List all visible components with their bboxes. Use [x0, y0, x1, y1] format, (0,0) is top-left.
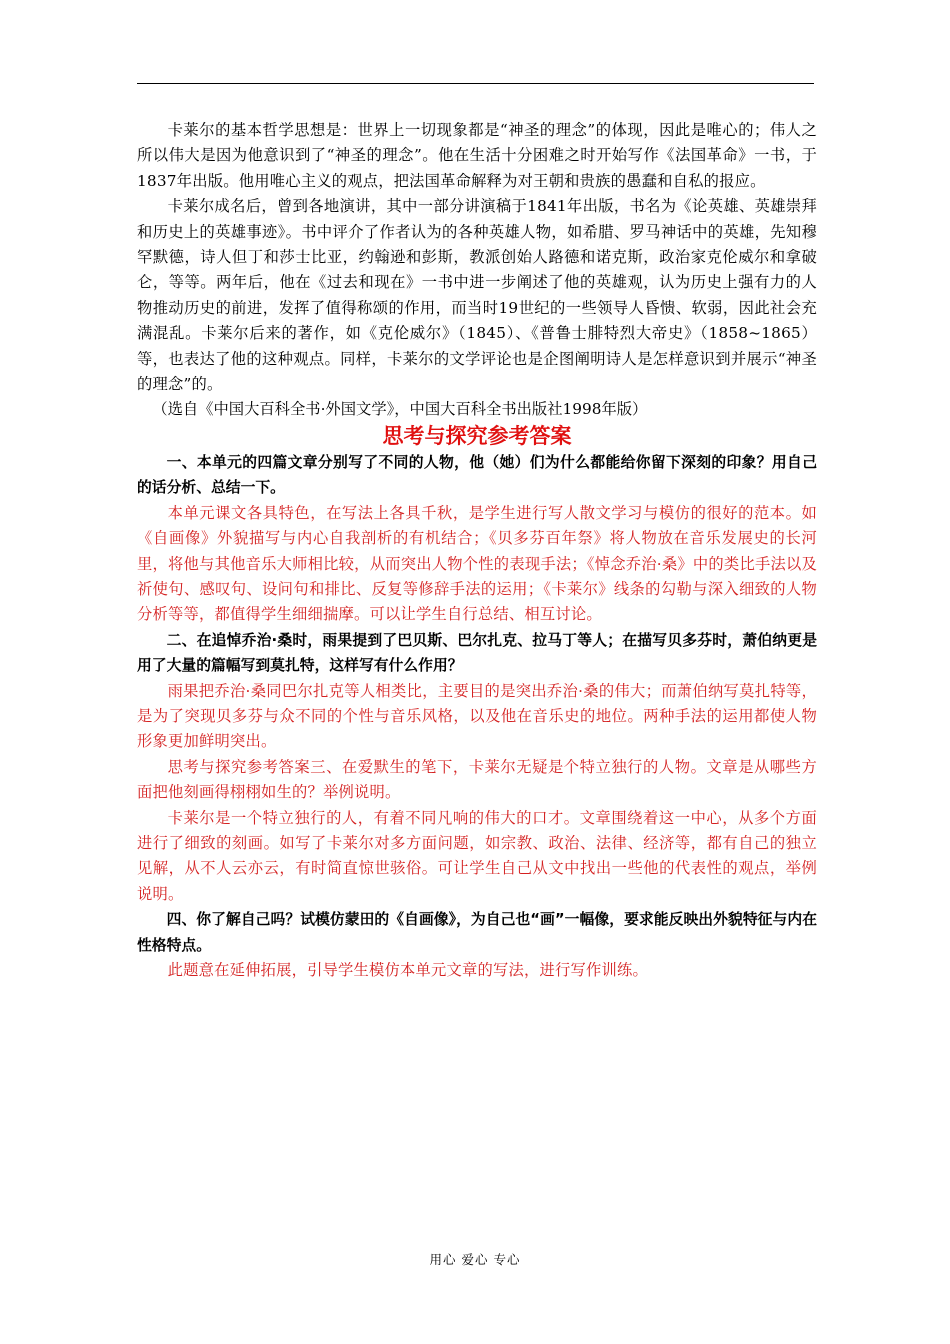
answer-3: 卡莱尔是一个特立独行的人，有着不同凡响的伟大的口才。文章围绕着这一中心，从多个方面进行了细致的刻画。如写了卡莱尔对多方面问题，如宗教、政治、法律、经济等，都有自己的独立见解，从不人云亦云，有时简直惊世骇俗。可让学生自己从文中找出一些他的代表性的观点，举例说明。 [137, 808, 817, 903]
answer-1: 本单元课文各具特色，在写法上各具千秋，是学生进行写人散文学习与模仿的很好的范本。如《自画像》外貌描写与内心自我剖析的有机结合；《贝多芬百年祭》将人物放在音乐发展史的长河里，将他与其他音乐大师相比较，从而突出人物个性的表现手法；《悼念乔治·桑》中的类比手法以及祈使句、感叹句、设问句和排比、反复等修辞手法的运用；《卡莱尔》线条的勾勒与深入细致的人物分析等等，都值得学生细细揣摩。可以让学生自行总结、相互讨论。 [137, 503, 817, 624]
section-title: 思考与探究参考答案 [382, 423, 572, 448]
question-2: 二、在追悼乔治·桑时，雨果提到了巴贝斯、巴尔扎克、拉马丁等人；在描写贝多芬时，萧伯纳更是用了大量的篇幅写到莫扎特，这样写有什么作用？ [137, 631, 817, 675]
article-paragraph-1: 卡莱尔的基本哲学思想是：世界上一切现象都是“神圣的理念”的体现，因此是唯心的；伟人之所以伟大是因为他意识到了“神圣的理念”。他在生活十分困难之时开始写作《法国革命》一书，于1837年出版。他用唯心主义的观点，把法国革命解释为对王朝和贵族的愚蠢和自私的报应。 [137, 121, 817, 190]
question-1: 一、本单元的四篇文章分别写了不同的人物，他（她）们为什么都能给你留下深刻的印象？用自己的话分析、总结一下。 [137, 453, 817, 497]
header-rule [137, 83, 814, 84]
question-4: 四、你了解自己吗？试模仿蒙田的《自画像》，为自己也“画”一幅像，要求能反映出外貌特征与内在性格特点。 [137, 911, 817, 954]
page-content [137, 118, 817, 983]
page-footer: 用心 爱心 专心 [429, 1252, 521, 1267]
answer-4: 此题意在延伸拓展，引导学生模仿本单元文章的写法，进行写作训练。 [167, 961, 648, 979]
answer-2: 雨果把乔治·桑同巴尔扎克等人相类比，主要目的是突出乔治·桑的伟大；而萧伯纳写莫扎特等，是为了突现贝多芬与众不同的个性与音乐风格，以及他在音乐史的地位。两种手法的运用都使人物形象更加鲜明突出。 [137, 681, 817, 751]
question-3: 思考与探究参考答案三、在爱默生的笔下，卡莱尔无疑是个特立独行的人物。文章是从哪些方面把他刻画得栩栩如生的？举例说明。 [137, 757, 817, 802]
article-paragraph-2: 卡莱尔成名后，曾到各地演讲，其中一部分讲演稿于1841年出版，书名为《论英雄、英雄崇拜和历史上的英雄事迹》。书中评介了作者认为的各种英雄人物，如希腊、罗马神话中的英雄，先知穆罕默德，诗人但丁和莎士比亚，约翰逊和彭斯，教派创始人路德和诺克斯，政治家克伦威尔和拿破仑，等等。两年后，他在《过去和现在》一书中进一步阐述了他的英雄观，认为历史上强有力的人物推动历史的前进，发挥了值得称颂的作用，而当时19世纪的一些领导人昏愦、软弱，因此社会充满混乱。卡莱尔后来的著作，如《克伦威尔》（1845）、《普鲁士腓特烈大帝史》（1858~1865）等，也表达了他的这种观点。同样，卡莱尔的文学评论也是企图阐明诗人是怎样意识到并展示“神圣的理念”的。 [137, 197, 817, 394]
citation: （选自《中国大百科全书·外国文学》，中国大百科全书出版社1998年版） [152, 400, 648, 419]
